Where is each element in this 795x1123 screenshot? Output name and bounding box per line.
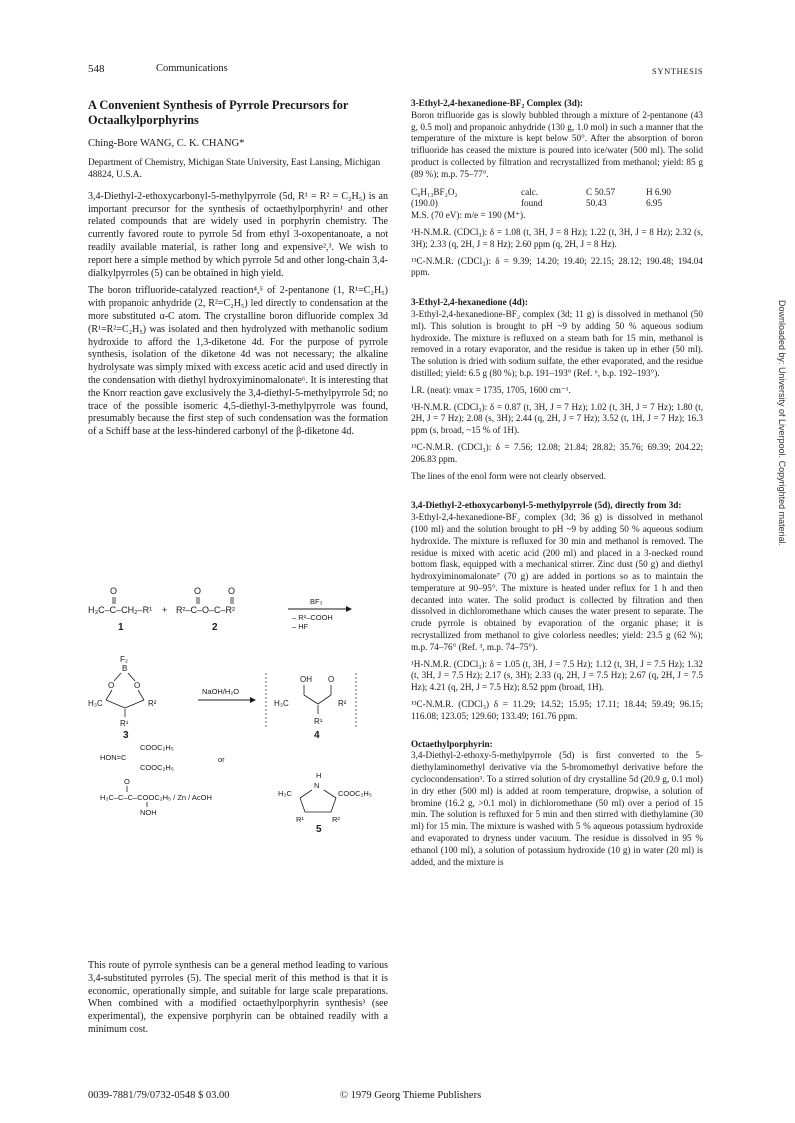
compound-label-1: 1 <box>118 622 124 633</box>
or-label: or <box>218 755 225 764</box>
c4-h3c: H₃C <box>274 699 289 708</box>
c4-oh: OH <box>300 675 312 684</box>
c3-r2: R² <box>148 699 157 708</box>
affiliation: Department of Chemistry, Michigan State University, East Lansing, Michigan 48824, U.S.A. <box>88 158 381 181</box>
reactant-1-formula: H₃C–C–CH₂–R¹ <box>88 605 153 615</box>
boron-label: B <box>122 664 128 673</box>
oxime-coo-bottom: COOC₂H₅ <box>140 763 174 772</box>
ms-3d: M.S. (70 eV): m/e = 190 (M⁺). <box>411 210 526 221</box>
oxime-coo-top: COOC₂H₅ <box>140 743 174 752</box>
pyrrole-r2: R² <box>332 815 340 824</box>
compound-label-4: 4 <box>314 730 320 738</box>
cnmr-5d: ¹³C-N.M.R. (CDCl₃) δ = 11.29; 14.52; 15.95; 17.11; 18.44; 59.49; 96.15; 116.08; 123.05; 129.60; 133.49; 161.76 ppm. <box>411 699 703 721</box>
footer-copyright: © 1979 Georg Thieme Publishers <box>340 1090 482 1101</box>
oxime-b: H₃C–C–C–COOC₂H₅ / Zn / AcOH <box>100 793 212 802</box>
chelate-o-left: O <box>108 681 115 690</box>
ketone-o: O <box>124 777 130 786</box>
c4-r1: R¹ <box>314 717 323 726</box>
intro-paragraph-2: The boron trifluoride-catalyzed reaction⁴,⁵ of 2-pentanone (1, R¹=C₂H₅) with propanoic anhydride (2, R²=C₂H₅) led directly to condensation at the more substituted α-C atom. The crystalline boron difluoride complex 3d (R¹=R²=C₂H₅) was isolated and then hydrolyzed with methanolic sodium hydroxide to afford the 1,3-diketone 4d. For the purpose of pyrrole synthesis, isolation of the diketone 4d was not necessary; the alkaline hydrolysate was simply mixed with excess acetic acid and used directly in the condensation with diethyl hydroxyiminomalonate⁶. It is interesting that the Knorr reaction gave exclusively the 3,4-diethyl-5-methylpyrrole 5d; no trace of the possible isomeric 4,5-diethyl-3-methylpyrrole was found, presumably because the first step of such condensation was the formation of a Schiff base at the less-hindered carbonyl of the β-diketone 4d. <box>88 285 388 438</box>
page-number: 548 <box>88 63 105 75</box>
r1-carbonyl-o: O <box>110 586 118 596</box>
intro-paragraph-1: 3,4-Diethyl-2-ethoxycarbonyl-5-methylpyrrole (5d, R¹ = R² = C₂H₅) is an important precursor for the synthesis of octaethylporphyrin¹ and other related compounds that are widely used in porphyrin chemistry. The currently favored route to pyrrole 5d from ethyl 3-oxopentanoate, a not readily available material, is rather long and expensive²,³. We wish to report here a simple method by which pyrrole 5d and other long-chain 3,4-dialkylpyrroles (5) can be obtained in high yield. <box>88 190 388 279</box>
cnmr-3d: ¹³C-N.M.R. (CDCl₃): δ = 9.39; 14.20; 19.40; 22.15; 28.12; 190.48; 194.04 ppm. <box>411 255 703 278</box>
footer-code: 0039-7881/79/0732-0548 $ 03.00 <box>88 1090 230 1101</box>
cnmr-4d: ¹³C-N.M.R. (CDCl₃): δ = 7.56; 12.08; 21.84; 28.82; 35.76; 69.39; 204.22; 206.83 ppm. <box>411 441 703 464</box>
right-column <box>411 98 703 868</box>
hnmr-4d: ¹H-N.M.R. (CDCl₃): δ = 0.87 (t, 3H, J = 7 Hz); 1.02 (t, 3H, J = 7 Hz); 1.80 (t, 2H, J = 7 Hz); 2.08 (s, 3H); 2.44 (q, 2H, J = 7 Hz); 3.52 (t, 1H, J = 7 Hz); 16.3 ppm (s, broad, ~15 % of 1H). <box>411 401 703 436</box>
enol-note: The lines of the enol form were not clearly observed. <box>411 470 606 481</box>
article-title: A Convenient Synthesis of Pyrrole Precursors for Octaalkylporphyrins <box>88 98 349 127</box>
left-column-top <box>88 98 388 439</box>
closing-paragraph: This route of pyrrole synthesis can be a general method leading to various 3,4-substituted pyrroles (5). The special merit of this method is that it is economic, operationally simple, and suitable for large scale preparations. When combined with a modified octaethylporphyrin synthesis³ (see experimental), the expensive porphyrin can be obtained readily with a minimum cost. <box>88 960 388 1035</box>
authors: Ching-Bore WANG, C. K. CHANG* <box>88 138 245 149</box>
heading-4d: 3-Ethyl-2,4-hexanedione (4d): <box>411 297 528 308</box>
ir-4d: I.R. (neat): νmax = 1735, 1705, 1600 cm⁻¹. <box>411 384 571 395</box>
pyrrole-nh: H <box>316 771 322 780</box>
arrow-1-reagent: BF₃ <box>310 597 323 606</box>
arrow-2-reagent: NaOH/H₂O <box>202 687 240 696</box>
c3-h3c: H₃C <box>88 699 103 708</box>
heading-3d: 3-Ethyl-2,4-hexanedione-BF₂ Complex (3d): <box>411 98 583 108</box>
c4-r2: R² <box>338 699 347 708</box>
running-section: Communications <box>156 63 228 74</box>
pyrrole-h3c: H₃C <box>278 789 292 798</box>
c3-r1: R¹ <box>120 719 129 728</box>
procedure-3d: Boron trifluoride gas is slowly bubbled through a mixture of 2-pentanone (43 g, 0.5 mol) and propanoic anhydride (130 g, 1.0 mol) in such a manner that the temperature of the mixture is kept below 50°. After the absorption of boron trifluoride has ceased the mixture is poured into ice/water (500 ml). The solid product is collected by filtration and recrystallized from methanol; yield: 85 g (89 %); m.p. 75–77°. <box>411 109 703 179</box>
download-watermark: Downloaded by: University of Liverpool. Copyrighted material. <box>777 300 787 547</box>
journal-name: SYNTHESIS <box>652 66 704 76</box>
heading-5d: 3,4-Diethyl-2-ethoxycarbonyl-5-methylpyrrole (5d), directly from 3d: <box>411 500 682 511</box>
procedure-4d: 3-Ethyl-2,4-hexanedione-BF₂ complex (3d; 11 g) is dissolved in methanol (50 ml). This solution is brought to pH ~9 by adding 50 % aqueous sodium hydroxide. The mixture is refluxed on a steam bath for 15 min, methanol is removed in a rotary evaporator, and the residue is taken up in ether (50 ml). The solution is dried with sodium sulfate, the ether evaporated, and the residue distilled; yield: 6.5 g (80 %); b.p. 191–193° (Ref. ⁶, b.p. 192–193°). <box>411 308 703 378</box>
heading-oep: Octaethylporphyrin: <box>411 738 493 749</box>
procedure-5d: 3-Ethyl-2,4-hexanedione-BF₂ complex (3d; 36 g) is dissolved in methanol (100 ml) and the solution brought to pH ~9 by adding 50 % aqueous sodium hydroxide. The mixture is refluxed for 30 min and methanol is removed. The residue is mixed with acetic acid (200 ml) and placed in a 3-necked round bottom flask, equipped with a mechanical stirrer. Zinc dust (50 g) and diethyl hydroxyiminomalonate⁷ (70 g) are added in portions so as to maintain the temperature at 90–95°. The mixture is heated under reflux for 1 h and then decanted into water. The solid product is collected by filtration and then dissolved in dichloromethane which causes the water present to separate. The crude pyrrole is obtained by evaporation of the organic phase; it is recrystallized from methanol to give colorless needles; yield: 23.5 g (62 %); m.p. 74–76° (Ref. ³, m.p. 74–75°). <box>411 512 703 652</box>
noh-label: NOH <box>140 808 157 817</box>
pyrrole-r1: R¹ <box>296 815 304 824</box>
chelate-o-right: O <box>134 681 141 690</box>
compound-label-2: 2 <box>212 622 218 633</box>
knorr-scheme <box>100 740 390 832</box>
arrow-1-byproduct-1: – R²–COOH <box>292 613 333 622</box>
arrow-1-byproduct-2: – HF <box>292 622 309 631</box>
c4-o: O <box>328 675 335 684</box>
reactant-2-formula: R²–C–O–C–R² <box>176 605 236 615</box>
pyrrole-coo: COOC₂H₅ <box>338 789 372 798</box>
r2-carbonyl-o-left: O <box>194 586 202 596</box>
reaction-scheme <box>88 578 390 738</box>
hnmr-5d: ¹H-N.M.R. (CDCl₃): δ = 1.05 (t, 3H, J = 7.5 Hz); 1.12 (t, 3H, J = 7.5 Hz); 1.32 (t, 3H, J = 7.5 Hz); 2.17 (s, 3H); 2.33 (q, 2H, J = 7.5 Hz); 2.67 (q, 2H, J = 7.5 Hz); 4.21 (q, 2H, J = 7.5 Hz); 8.52 ppm (broad, 1H). <box>411 658 703 693</box>
pyrrole-n: N <box>314 781 320 790</box>
analysis-3d: C₈H₁₃BF₂O₂ calc. C 50.57 H 6.90 (190.0) found 50.43 6.95 <box>411 186 672 209</box>
hnmr-3d: ¹H-N.M.R. (CDCl₃): δ = 1.08 (t, 3H, J = 8 Hz); 1.22 (t, 3H, J = 8 Hz); 2.32 (s, 3H); 2.33 (q, 2H, J = 8 Hz); 2.60 ppm (q, 2H, J = 8 Hz). <box>411 226 703 249</box>
r2-carbonyl-o-right: O <box>228 586 236 596</box>
oxime-a: HON=C <box>100 753 127 762</box>
compound-label-3: 3 <box>123 730 129 738</box>
procedure-oep: 3,4-Diethyl-2-ethoxy-5-methylpyrrole (5d) is first converted to the 5-diethylaminomethyl derivative via the 5-bromomethyl derivative before the cyclocondensation³. To a stirred solution of dry crystalline 5d (20.9 g, 0.1 mol) in dry ether (500 ml) is added at room temperature, dropwise, a solution of bromine (16.2 g, >0.1 mol) in dichloromethane (50 ml) over a period of 15 min. The solution is refluxed for 5 min and then stirred with diethylamine (30 ml) for 15 min. The mixture is washed with 5 % aqueous potassium hydroxide and evaporated to dryness under vacuum. The residue is dissolved in 95 % ethanol (100 ml), a solution of potassium hydroxide (10 g) in water (20 ml) is added, and the mixture is <box>411 750 703 867</box>
plus-sign: + <box>162 605 168 615</box>
f2-label: F₂ <box>120 655 128 664</box>
compound-label-5: 5 <box>316 824 322 832</box>
